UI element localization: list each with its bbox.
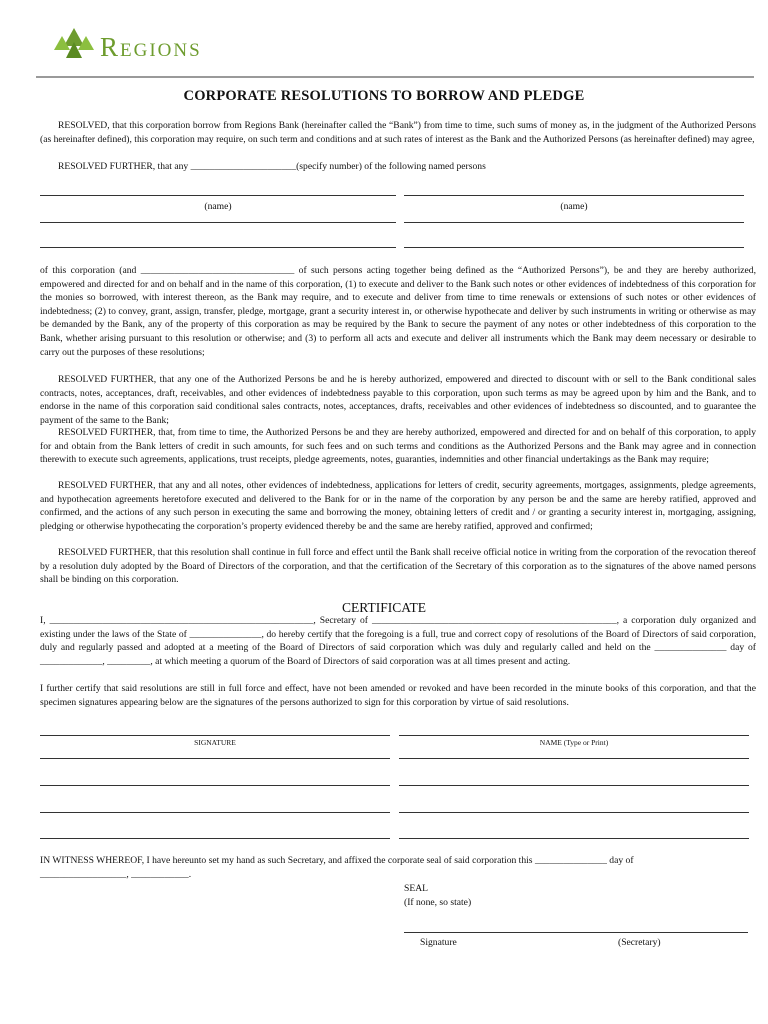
document-title: CORPORATE RESOLUTIONS TO BORROW AND PLEDGE bbox=[183, 88, 585, 104]
name-line-3-right[interactable] bbox=[404, 247, 744, 248]
resolution-paragraph-7: RESOLVED FURTHER, that this resolution shall continue in full force and effect until the Bank shall receive official notice in writing from the corporation of the revocation thereof by a resolution duly adopted by the Board of Directors of the corporation, and that the certification of the Secretary of this corporation as to the signatures of the above named persons shall be binding on this corporation. bbox=[40, 547, 756, 586]
signature-line-1[interactable] bbox=[40, 735, 390, 736]
witness-line-1: IN WITNESS WHEREOF, I have hereunto set my hand as such Secretary, and affixed the corporate seal of said corporation this _______________ day of bbox=[40, 855, 634, 866]
signature-line-2[interactable] bbox=[40, 758, 390, 759]
signature-line-4[interactable] bbox=[40, 812, 390, 813]
certificate-paragraph-2: I further certify that said resolutions are still in full force and effect, have not been amended or revoked and have been recorded in the minute books of this corporation, and that the specimen signatures appearing below are the signatures of the persons authorized to sign for this corporation by virtue of said resolutions. bbox=[40, 683, 756, 708]
name-line-3-left[interactable] bbox=[40, 247, 396, 248]
seal-note: (If none, so state) bbox=[404, 897, 472, 908]
name-line-1-left[interactable] bbox=[40, 195, 396, 196]
name-line-1-right[interactable] bbox=[404, 195, 744, 196]
name-caption-left: (name) bbox=[204, 201, 232, 212]
resolution-paragraph-4: RESOLVED FURTHER, that any one of the Authorized Persons be and he is hereby authorized, empowered and directed to discount with or sell to the Bank conditional sales contracts, notes, acceptances, draft, receivables, and other evidences of indebtedness payable to this corporation, upon such terms as may be agreed upon by him and the Bank, and to endorse in the name of this corporation said conditional sales contracts, notes, acceptances, drafts, receivables and other evidences of indebtedness so discounted, and to guarantee the payment of the same to the Bank; bbox=[40, 374, 756, 426]
print-name-line-1[interactable] bbox=[399, 735, 749, 736]
regions-leaf-icon bbox=[52, 28, 96, 60]
signature-label: Signature bbox=[420, 937, 457, 948]
name-caption-right: (name) bbox=[560, 201, 588, 212]
print-name-line-2[interactable] bbox=[399, 758, 749, 759]
print-name-line-3[interactable] bbox=[399, 785, 749, 786]
header-rule bbox=[36, 76, 754, 78]
name-line-2-right[interactable] bbox=[404, 222, 744, 223]
secretary-signature-line[interactable] bbox=[404, 932, 748, 933]
certificate-title: CERTIFICATE bbox=[342, 600, 426, 615]
print-name-line-4[interactable] bbox=[399, 812, 749, 813]
regions-logo bbox=[52, 26, 252, 70]
resolution-paragraph-6: RESOLVED FURTHER, that any and all notes, other evidences of indebtedness, applications for letters of credit, security agreements, mortgages, assignments, pledge agreements, and hypothecation agreements heretofore executed and delivered to the Bank for or in the name of the corporation by any person be and the same are hereby ratified, approved and confirmed, and the actions of any such person in executing the same and borrowing the money, obtaining letters of credit and / or granting a security interest in, mortgaging, assigning, pledging or otherwise hypothecating the corporation’s property evidenced thereby be and the same are hereby ratified, approved and confirmed; bbox=[40, 480, 756, 532]
secretary-label: (Secretary) bbox=[618, 937, 661, 948]
name-type-caption: NAME (Type or Print) bbox=[539, 738, 609, 747]
witness-line-2: __________________, ____________. bbox=[40, 869, 192, 880]
certificate-paragraph-1: I, _______________________________________________________, Secretary of ___________________________________________________, a corporation duly organized and existing under the laws of the State of _______________, do hereby certify that the foregoing is a full, true and correct copy of resolutions of the Board of Directors of said corporation, duly and regularly passed and adopted at a meeting of the Board of Directors of said corporation which was duly and regularly called and held on the _______________ day of _____________, _________, at which meeting a quorum of the Board of Directors of said corporation was at all times present and acting. bbox=[40, 615, 756, 667]
resolution-paragraph-2: RESOLVED FURTHER, that any ______________________(specify number) of the following named persons bbox=[58, 161, 486, 172]
signature-line-5[interactable] bbox=[40, 838, 390, 839]
resolution-paragraph-5: RESOLVED FURTHER, that, from time to time, the Authorized Persons be and they are hereby authorized, empowered and directed for and on behalf of this corporation, to apply for and obtain from the Bank letters of credit in such amounts, for such fees and on such terms and conditions as the Authorized Persons and the Bank may agree and in connection therewith to execute such agreements, applications, trust receipts, pledge agreements, notes, guaranties, indemnities and other financial undertakings as the Bank may require; bbox=[40, 427, 756, 466]
print-name-line-5[interactable] bbox=[399, 838, 749, 839]
resolution-paragraph-1: RESOLVED, that this corporation borrow from Regions Bank (hereinafter called the “Bank”) from time to time, such sums of money as, in the judgment of the Authorized Persons (as hereinafter defined), this corporation may require, on such term and conditions and at such rates of interest as the Bank and the Authorized Persons (as hereinafter defined) may agree, bbox=[40, 120, 756, 145]
seal-label: SEAL bbox=[404, 883, 428, 894]
name-line-2-left[interactable] bbox=[40, 222, 396, 223]
resolution-paragraph-3: of this corporation (and ________________________________ of such persons acting together being defined as the “Authorized Persons”), be and they are hereby authorized, empowered and directed for and on behalf and in the name of this corporation, (1) to execute and deliver to the Bank such notes or other evidences of indebtedness of this corporation for the monies so borrowed, with interest thereon, as the Bank may require, and to execute and deliver from time to time renewals or extensions of such notes or other evidences of indebtedness; (2) to convey, grant, assign, transfer, pledge, mortgage, grant a security interest in, or otherwise hypothecate and deliver by such instruments in writing or otherwise as may be demanded by the Bank, any of the property of this corporation as may be required by the Bank to secure the payment of any notes or other indebtedness of this corporation to the Bank, whether arising pursuant to this resolution or otherwise; and (3) to perform all acts and execute and deliver all instruments which the Bank may deem necessary or desirable to carry out the purposes of these resolutions; bbox=[40, 265, 756, 358]
signature-caption: SIGNATURE bbox=[194, 738, 236, 747]
signature-line-3[interactable] bbox=[40, 785, 390, 786]
logo-text: Regions bbox=[100, 32, 202, 62]
